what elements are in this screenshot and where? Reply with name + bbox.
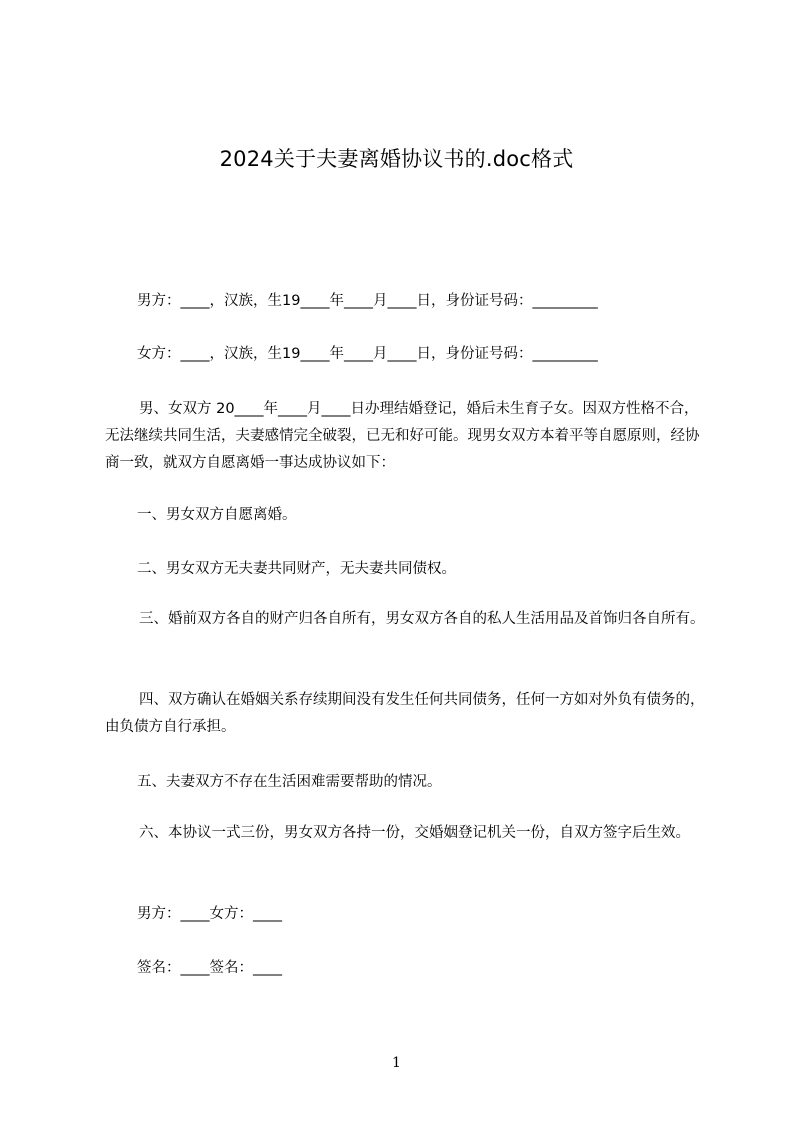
clause-1: 一、男女双方自愿离婚。 [137, 507, 297, 523]
page-number: 1 [392, 1055, 401, 1071]
intro-paragraph: 男、女双方 20____年____月____日办理结婚登记，婚后未生育子女。因双方性格不合，无法继续共同生活，夫妻感情完全破裂，已无和好可能。现男女双方本着平等自愿原则，经协商一致，就双方自愿离婚一事达成协议如下： [105, 401, 700, 471]
document-title: 2024关于夫妻离婚协议书的.doc格式 [219, 147, 574, 171]
parties-signature-line: 男方：____女方：____ [137, 906, 282, 922]
signatures-line: 签名：____签名：____ [137, 960, 282, 976]
clause-6: 六、本协议一式三份，男女双方各持一份，交婚姻登记机关一份，自双方签字后生效。 [139, 825, 690, 841]
clause-5: 五、夫妻双方不存在生活困难需要帮助的情况。 [137, 774, 442, 790]
clause-3: 三、婚前双方各自的财产归各自所有，男女双方各自的私人生活用品及首饰归各自所有。 [139, 611, 705, 627]
clause-2: 二、男女双方无夫妻共同财产，无夫妻共同债权。 [137, 561, 456, 577]
female-party-info: 女方：____，汉族，生19____年____月____日，身份证号码：_________ [137, 346, 598, 362]
clause-4: 四、双方确认在婚姻关系存续期间没有发生任何共同债务，任何一方如对外负有债务的，由负债方自行承担。 [105, 692, 705, 735]
male-party-info: 男方：____，汉族，生19____年____月____日，身份证号码：_________ [137, 293, 598, 309]
